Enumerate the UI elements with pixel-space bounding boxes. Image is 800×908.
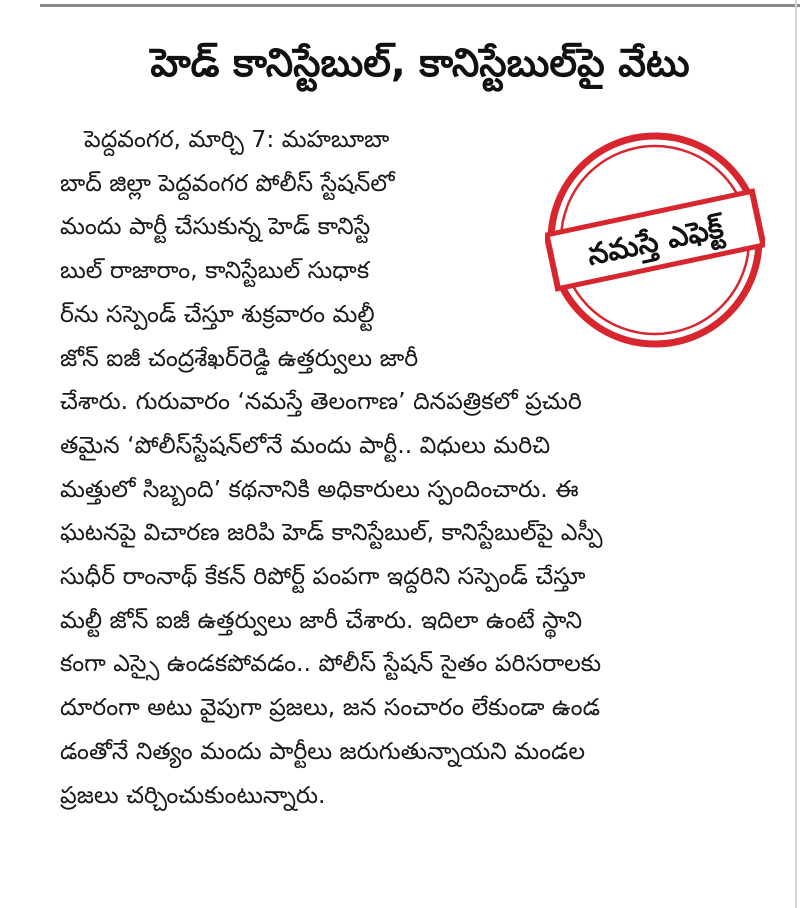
article-line: ఘటనపై విచారణ జరిపి హెడ్ కానిస్టేబుల్, కానిస్టేబుల్‌పై ఎస్పీ bbox=[60, 518, 603, 547]
article-line: బాద్ జిల్లా పెద్దవంగర పోలీస్ స్టేషన్‌లో bbox=[60, 168, 395, 197]
article-line: మల్టీ జోన్ ఐజీ ఉత్తర్వులు జారీ చేశారు. ఇదిలా ఉంటే స్థాని bbox=[60, 605, 583, 634]
article-line: చేశారు. గురువారం ‘నమస్తే తెలంగాణ’ దినపత్రికలో ప్రచురి bbox=[60, 387, 582, 416]
article-line: మత్తులో సిబ్బంది’ కథనానికి అధికారులు స్పందించారు. ఈ bbox=[60, 474, 579, 503]
article-line: దూరంగా అటు వైపుగా ప్రజలు, జన సంచారం లేకుండా ఉండ bbox=[60, 693, 600, 722]
stamp-graphic bbox=[545, 130, 765, 350]
page-edge bbox=[795, 0, 797, 908]
article-line: డంతోనే నిత్యం మందు పార్టీలు జరుగుతున్నాయని మండల bbox=[60, 736, 586, 765]
article-line: మందు పార్టీ చేసుకున్న హెడ్ కానిస్టే bbox=[60, 212, 371, 241]
article-line: సుధీర్ రాంనాథ్ కేకన్ రిపోర్ట్ పంపగా ఇద్దరిని సస్పెండ్ చేస్తూ bbox=[60, 562, 586, 591]
article-line: ప్రజలు చర్చించుకుంటున్నారు. bbox=[60, 780, 326, 809]
article-line: ర్‌ను సస్పెండ్ చేస్తూ శుక్రవారం మల్టీ bbox=[60, 299, 375, 328]
article-line: పెద్దవంగర, మార్చి 7: మహబూబా bbox=[84, 125, 390, 153]
namaste-effect-stamp bbox=[545, 130, 765, 350]
stamp-text: నమస్తే ఎఫెక్ట్ bbox=[584, 210, 727, 272]
top-rule bbox=[40, 4, 800, 7]
article-line: జోన్ ఐజీ చంద్రశేఖర్‌రెడ్డి ఉత్తర్వులు జారీ bbox=[60, 343, 419, 372]
article-line: కంగా ఎస్సై ఉండకపోవడం.. పోలీస్ స్టేషన్ సైతం పరిసరాలకు bbox=[60, 649, 602, 678]
article-line: తమైన ‘పోలీస్‌స్టేషన్‌లోనే మందు పార్టీ.. విధులు మరిచి bbox=[60, 430, 551, 459]
headline: హెడ్ కానిస్టేబుల్, కానిస్టేబుల్‌పై వేటు bbox=[150, 41, 690, 86]
article-line: బుల్ రాజారాం, కానిస్టేబుల్ సుధాక bbox=[60, 256, 370, 285]
